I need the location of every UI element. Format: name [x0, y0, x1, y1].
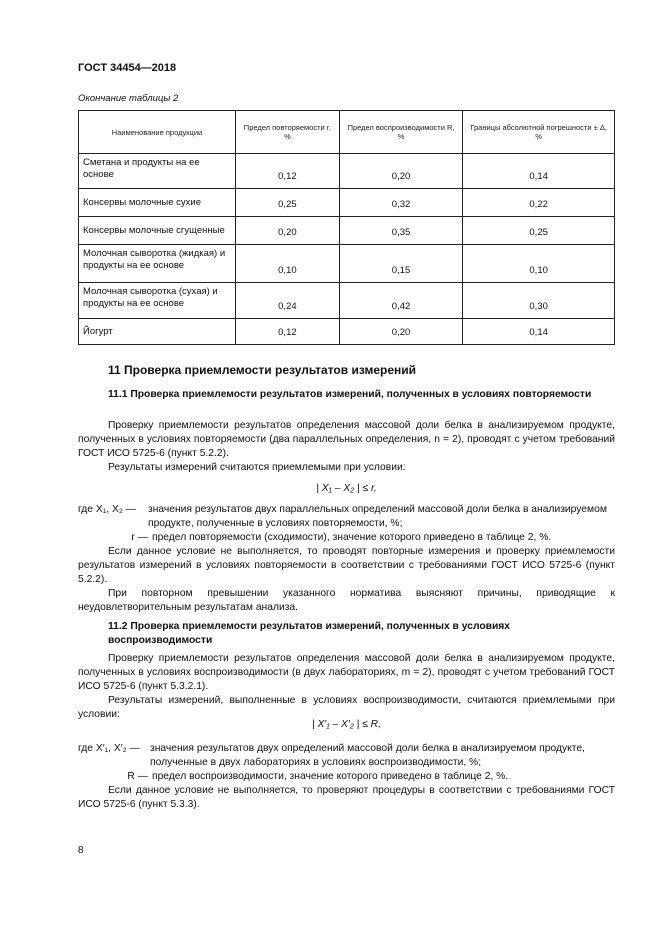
- table-header-row: [79, 111, 615, 154]
- where-text: значения результатов двух параллельных определений массовой доли белка в анализируемом продукте, полученные в условиях повторяемости, %;: [148, 504, 607, 529]
- cell-r: 0,20: [236, 217, 340, 245]
- where-clause: [113, 531, 615, 545]
- where-text: предел воспроизводимости, значение которого приведено в таблице 2, %.: [152, 771, 509, 782]
- cell-product-name: Молочная сыворотка (жидкая) и продукты на ее основе: [79, 245, 236, 283]
- document-header: ГОСТ 34454—2018: [78, 62, 177, 74]
- header-reproducibility: Предел воспроизводимости R, %: [339, 111, 462, 154]
- cell-delta: 0,10: [463, 245, 615, 283]
- cell-R: 0,32: [339, 189, 462, 217]
- cell-delta: 0,22: [463, 189, 615, 217]
- formula-repeatability: | X₁ – X₂ | ≤ r,: [316, 483, 377, 494]
- section-11-2-title: 11.2 Проверка приемлемости результатов измерений, полученных в условиях воспроизводимости: [108, 621, 511, 646]
- data-table: [78, 110, 615, 345]
- table-row: [79, 189, 615, 217]
- table-row: [79, 319, 615, 345]
- where-text: предел повторяемости (сходимости), значение которого приведено в таблице 2, %.: [152, 532, 552, 543]
- section-11-title: 11 Проверка приемлемости результатов измерений: [108, 363, 417, 377]
- where-label: где X₁, X₂ —: [78, 504, 136, 515]
- table-row: [79, 154, 615, 189]
- paragraph: Проверку приемлемости результатов определения массовой доли белка в анализируемом продукте, полученных в условиях воспроизводимости (в двух лабораториях, m = 2), проводят с учетом требований ГОСТ ИСО 5725-6 (пункт 5.3.2.1).: [78, 653, 615, 692]
- cell-R: 0,35: [339, 217, 462, 245]
- cell-product-name: Консервы молочные сгущенные: [79, 217, 236, 245]
- cell-r: 0,10: [236, 245, 340, 283]
- where-clause: [78, 503, 615, 531]
- table-row: [79, 245, 615, 283]
- paragraph: Результаты измерений, выполненные в условиях воспроизводимости, считаются приемлемыми при условии:: [78, 695, 615, 720]
- table-caption: Окончание таблицы 2: [78, 93, 179, 104]
- paragraph: При повторном превышении указанного норматива выясняют причины, приводящие к неудовлетворительным результатам анализа.: [78, 588, 615, 613]
- cell-r: 0,24: [236, 283, 340, 319]
- cell-product-name: Сметана и продукты на ее основе: [79, 154, 236, 189]
- header-repeatability: Предел повторяемости r, %: [236, 111, 340, 154]
- cell-product-name: Йогурт: [79, 319, 236, 345]
- header-product: Наименование продукции: [79, 111, 236, 154]
- paragraph: Если данное условие не выполняется, то проводят повторные измерения и проверку приемлемости результатов измерений в условиях повторяемости в соответствии с требованиями ГОСТ ИСО 5725-6 (пункт 5.2.2).: [78, 546, 615, 585]
- where-label: R —: [127, 771, 148, 782]
- cell-R: 0,20: [339, 319, 462, 345]
- where-text: значения результатов двух определений массовой доли белка в анализируемом продукте, полученные в двух лабораториях в условиях воспроизводимости, %;: [150, 743, 585, 768]
- cell-r: 0,12: [236, 319, 340, 345]
- cell-delta: 0,14: [463, 154, 615, 189]
- where-clause: [78, 742, 615, 770]
- cell-r: 0,25: [236, 189, 340, 217]
- where-clause: [113, 770, 615, 784]
- cell-product-name: Консервы молочные сухие: [79, 189, 236, 217]
- paragraph: Если данное условие не выполняется, то проверяют процедуры в соответствии с требованиями ГОСТ ИСО 5725-6 (пункт 5.3.3).: [78, 785, 615, 810]
- page-number: 8: [78, 845, 84, 856]
- cell-R: 0,20: [339, 154, 462, 189]
- cell-r: 0,12: [236, 154, 340, 189]
- where-label: r —: [131, 532, 148, 543]
- cell-R: 0,15: [339, 245, 462, 283]
- paragraph: Результаты измерений считаются приемлемыми при условии:: [108, 462, 406, 473]
- cell-product-name: Молочная сыворотка (сухая) и продукты на ее основе: [79, 283, 236, 319]
- paragraph: Проверку приемлемости результатов определения массовой доли белка в анализируемом продукте, полученных в условиях повторяемости (два параллельных определения, n = 2), проводят с учетом требований ГОСТ ИСО 5725-6 (пункт 5.2.2).: [78, 420, 615, 459]
- cell-delta: 0,25: [463, 217, 615, 245]
- section-11-1-title: 11.1 Проверка приемлемости результатов измерений, полученных в условиях повторяемости: [108, 389, 592, 400]
- header-error-bounds: Границы абсолютной погрешности ± Δ, %: [463, 111, 615, 154]
- cell-delta: 0,30: [463, 283, 615, 319]
- cell-delta: 0,14: [463, 319, 615, 345]
- cell-R: 0,42: [339, 283, 462, 319]
- where-label: где X′₁, X′₂ —: [78, 743, 140, 754]
- table-row: [79, 217, 615, 245]
- table-row: [79, 283, 615, 319]
- formula-reproducibility: | X′₁ – X′₂ | ≤ R,: [312, 719, 381, 730]
